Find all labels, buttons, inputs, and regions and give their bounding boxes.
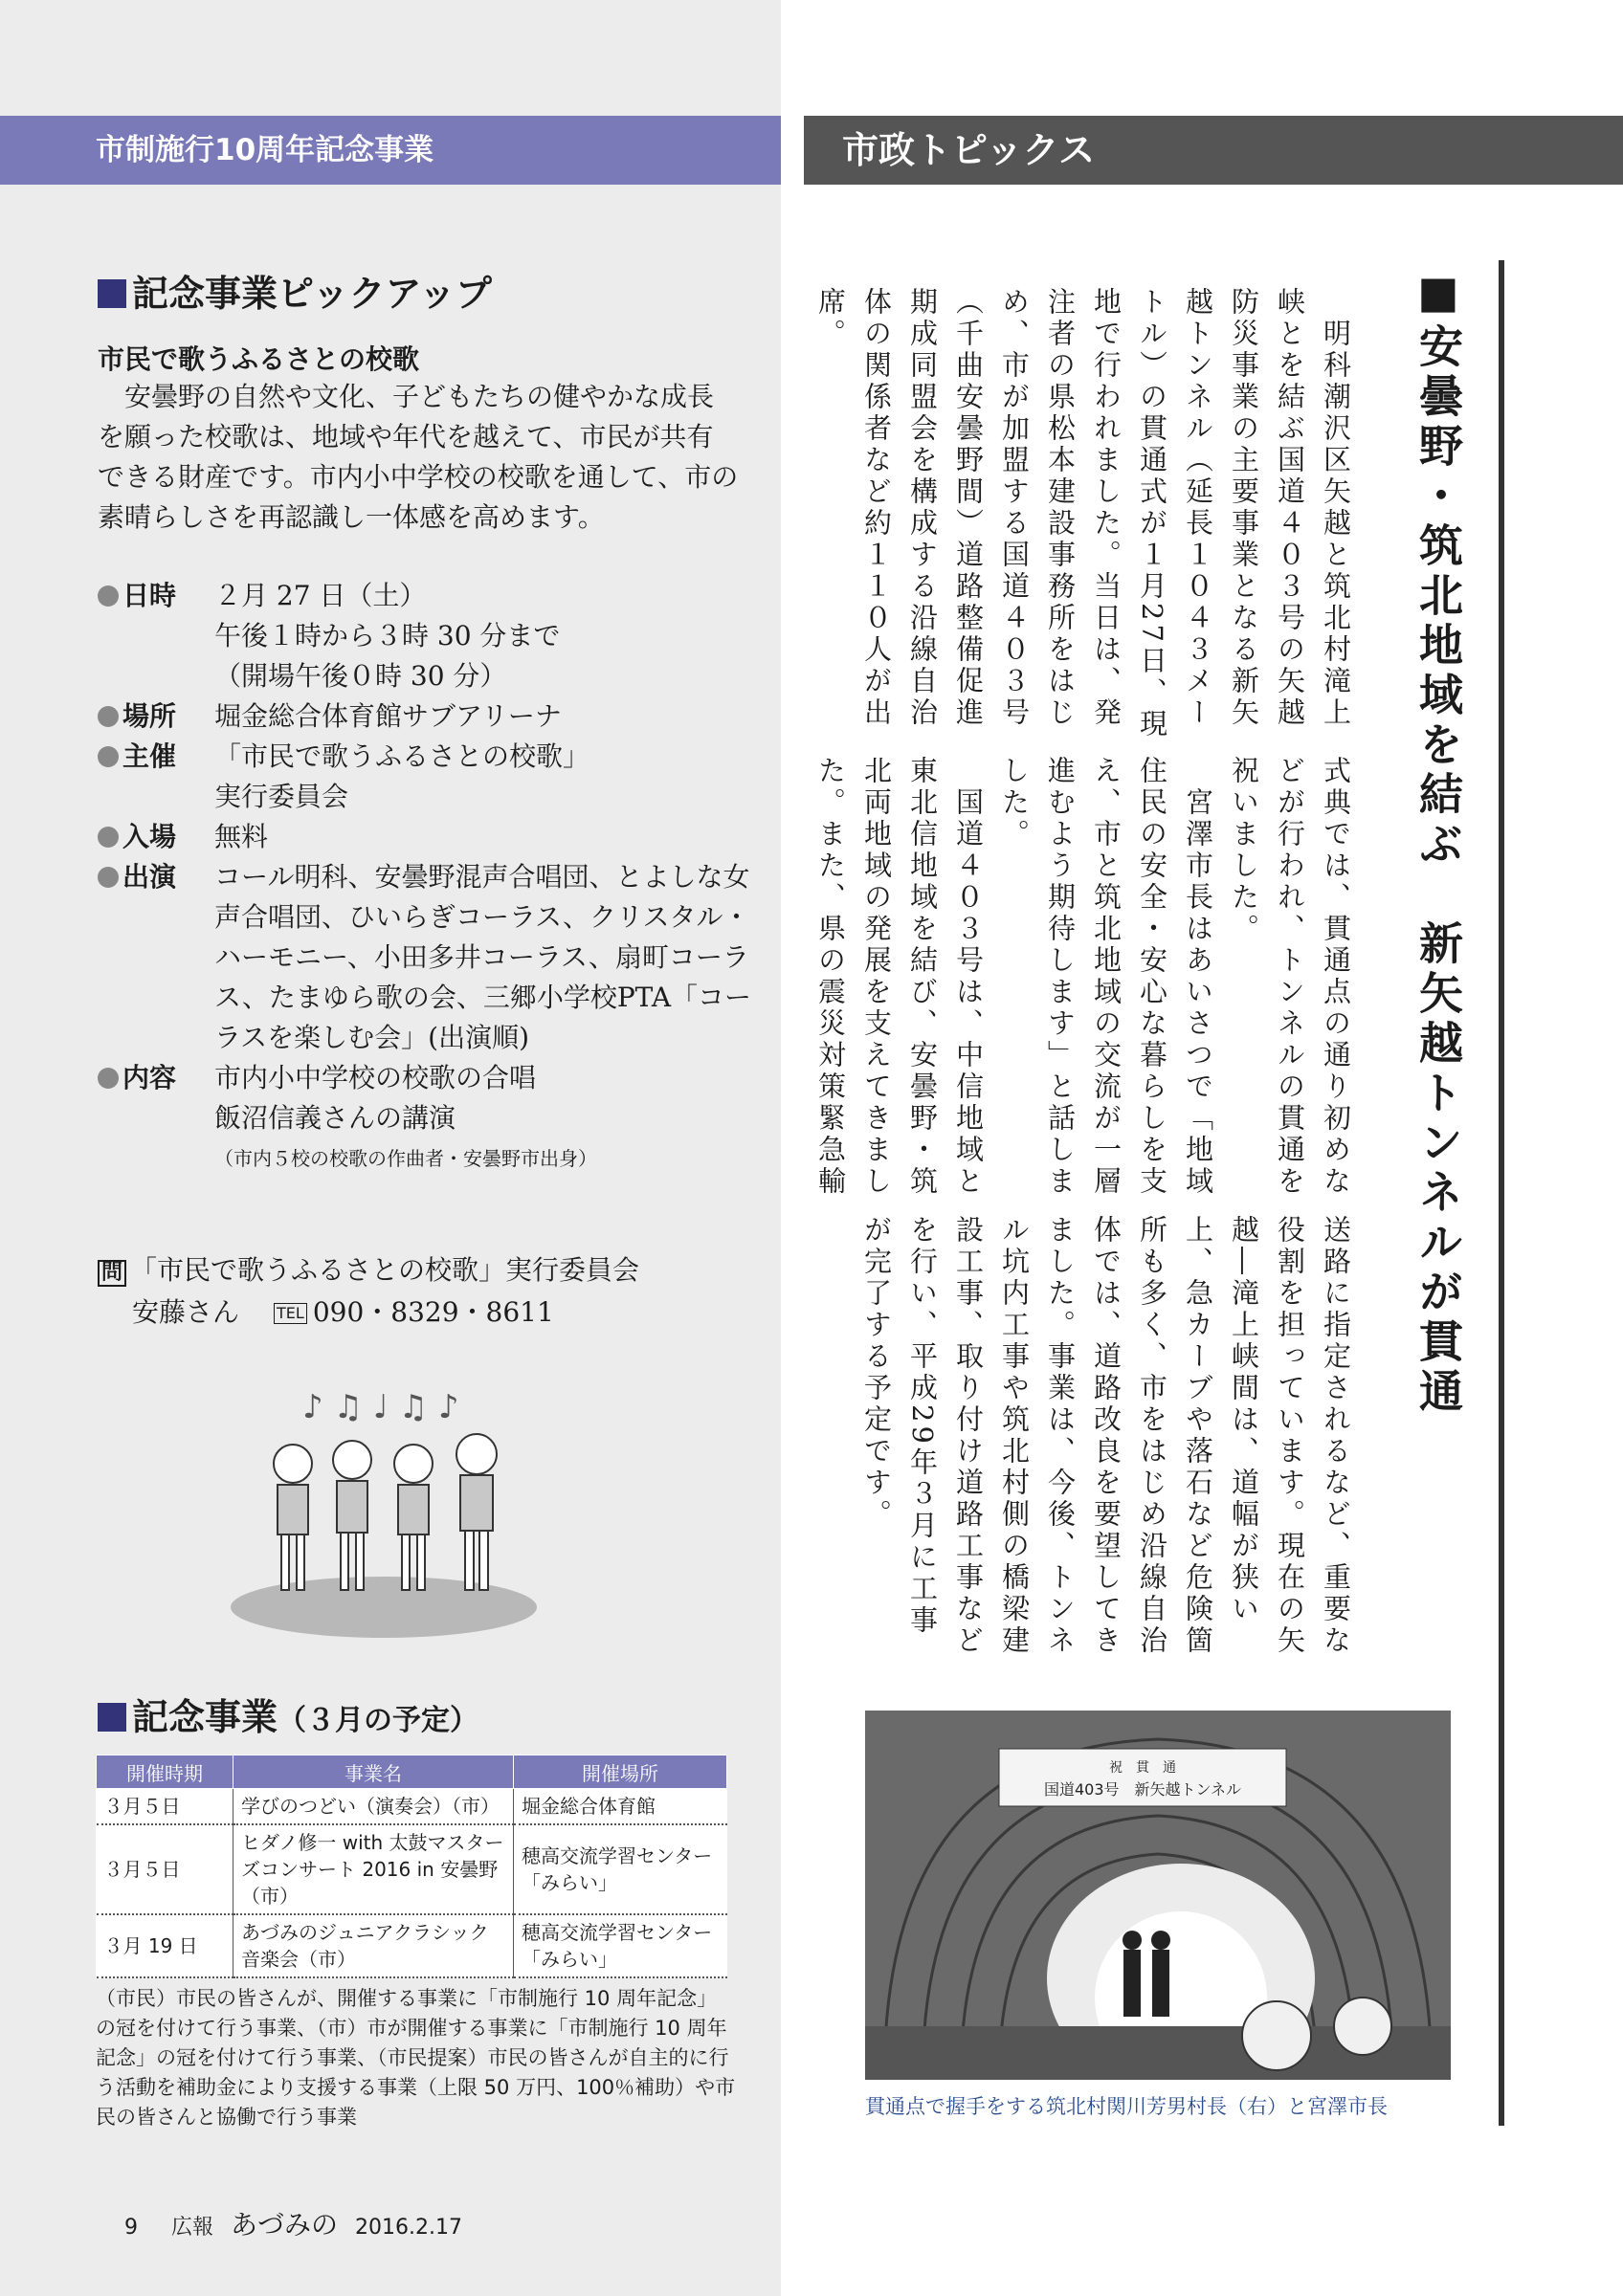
pickup-heading [98,264,492,317]
heading-square-icon [98,279,126,308]
table-cell: ３月５日 [97,1789,233,1825]
info-row-place [98,696,758,737]
table-row [97,1914,727,1977]
svg-text:♪ ♫ ♩ ♫ ♪: ♪ ♫ ♩ ♫ ♪ [302,1388,459,1426]
table-row [97,1824,727,1914]
bullet-icon [98,867,119,888]
magazine-name: あづみの [231,2209,339,2241]
article-text-lower: 送路に指定されるなど、重要な役割を担っています。現在の矢越―滝上峡間は、道幅が狭い上、急カーブや落石など危険箇所も多く、市をはじめ沿線自治体では、道路改良を要望してきました。事業は、今後、トンネル坑内工事や筑北村側の橋梁建設工事、取り付け道路工事などを行い、平成29年３月に工事が完了する予定です。 [860,1215,1352,1657]
schedule-heading-text: 記念事業 [132,1696,278,1738]
info-label: 出演 [98,857,214,1058]
heading-square-icon [98,1703,126,1732]
section-header-anniversary: 市制施行10周年記念事業 [0,116,781,185]
pickup-subheading: 市民で歌うふるさとの校歌 [98,343,420,375]
info-value: 市内小中学校の校歌の合唱 飯沼信義さんの講演 （市内５校の校歌の作曲者・安曇野市出身） [214,1058,758,1179]
info-row-content [98,1058,758,1179]
pickup-intro: 安曇野の自然や文化、子どもたちの健やかな成長を願った校歌は、地域や年代を越えて、市民が共有できる財産です。市内小中学校の校歌を通して、市の素晴らしさを再認識し一体感を高めます。 [98,381,739,533]
choir-children-illustration [226,1370,542,1647]
contact-organizer: 「市民で歌うふるさとの校歌」実行委員会 [130,1254,640,1286]
contact-tel: 090・8329・8611 [312,1296,554,1328]
info-row-date [98,576,758,696]
tunnel-photo [865,1711,1451,2080]
contact-info [98,1249,639,1334]
bullet-icon [98,706,119,727]
info-label: 場所 [98,696,214,737]
info-value: ２月 27 日（土） 午後１時から３時 30 分まで （開場午後０時 30 分） [214,580,561,692]
photo-caption: 貫通点で握手をする筑北村関川芳男村長（右）と宮澤市長 [865,2095,1388,2118]
schedule-heading-paren: （３月の予定） [278,1704,479,1737]
table-cell: 穂高交流学習センター「みらい」 [514,1914,727,1977]
info-label: 内容 [98,1058,214,1179]
article-text-middle: 式典では、貫通点の通り初めなどが行われ、トンネルの貫通を祝いました。 宮澤市長はあいさつで「地域住民の安全・安心な暮らしを支え、市と筑北地域の交流が一層進むよう期待します」と話しました。 国道４０３号は、中信地域と東北信地域を結び、安曇野・筑北両地域の発展を支えてきました。また、県の震災対策緊急輸 [814,756,1352,1198]
bullet-icon [98,585,119,607]
article-text-upper: 明科潮沢区矢越と筑北村滝上峡とを結ぶ国道４０３号の矢越防災事業の主要事業となる新矢越トンネル（延長１０４３メートル）の貫通式が１月27日、現地で行われました。当日は、発注者の県松本建設事務所をはじめ、市が加盟する国道４０３号（千曲安曇野間）道路整備促進期成同盟会を構成する沿線自治体の関係者など約１１０人が出席。 [814,287,1352,740]
bullet-icon [98,827,119,848]
footer-label: 広報 [171,2216,214,2240]
column-header: 開催場所 [514,1755,727,1789]
info-value: 「市民で歌うふるさとの校歌」 実行委員会 [214,740,590,812]
schedule-table [96,1755,727,1978]
table-cell: 学びのつどい（演奏会）（市） [233,1789,514,1825]
article-rule [1499,260,1504,2126]
inquiry-icon: 問 [98,1260,126,1287]
column-header: 開催時期 [97,1755,233,1789]
schedule-heading [98,1688,478,1740]
bullet-icon [98,746,119,767]
info-row-admission [98,817,758,857]
column-header: 事業名 [233,1755,514,1789]
section-header-topics: 市政トピックス [804,116,1623,185]
info-row-organizer [98,737,758,817]
info-value: 堀金総合体育館サブアリーナ [214,700,562,732]
photo-sign-line2: 国道403号 新矢越トンネル [1043,1780,1242,1799]
info-row-performers [98,857,758,1058]
bullet-icon [98,1068,119,1089]
table-header-row [97,1755,727,1789]
table-cell: ヒダノ修一 with 太鼓マスターズコンサート 2016 in 安曇野（市） [233,1824,514,1914]
schedule-footnote: （市民）市民の皆さんが、開催する事業に「市制施行 10 周年記念」の冠を付けて行う事業、（市）市が開催する事業に「市制施行 10 周年記念」の冠を付けて行う事業、（市民提案）市民の皆さんが自主的に行う活動を補助金により支援する事業（上限 50 万円、100％補助）や市民の皆さんと協働で行う事業 [96,1987,736,2129]
contact-name: 安藤さん [132,1296,240,1328]
table-cell: 穂高交流学習センター「みらい」 [514,1824,727,1914]
info-value: コール明科、安曇野混声合唱団、とよしな女声合唱団、ひいらぎコーラス、クリスタル・ハーモニー、小田多井コーラス、扇町コーラス、たまゆら歌の会、三郷小学校PTA「コーラスを楽しむ会」(出演順) [214,861,752,1053]
content-note: （市内５校の校歌の作曲者・安曇野市出身） [214,1147,597,1170]
info-value: 無料 [214,821,269,852]
article-title: ■安曇野・筑北地域を結ぶ 新矢越トンネルが貫通 [1412,266,1464,1418]
info-label: 主催 [98,737,214,817]
table-cell: ３月５日 [97,1824,233,1914]
info-label: 日時 [98,576,214,696]
page-number: 9 [124,2216,138,2240]
pickup-heading-text: 記念事業ピックアップ [132,273,492,315]
info-label: 入場 [98,817,214,857]
issue-date: 2016.2.17 [355,2216,462,2240]
table-row [97,1789,727,1825]
table-cell: あづみのジュニアクラシック音楽会（市） [233,1914,514,1977]
table-cell: 堀金総合体育館 [514,1789,727,1825]
table-cell: ３月 19 日 [97,1914,233,1977]
event-info [98,576,758,1179]
photo-sign-line1: 祝 貫 通 [1109,1760,1176,1776]
page-footer [124,2204,462,2242]
tel-icon: TEL [274,1303,307,1324]
